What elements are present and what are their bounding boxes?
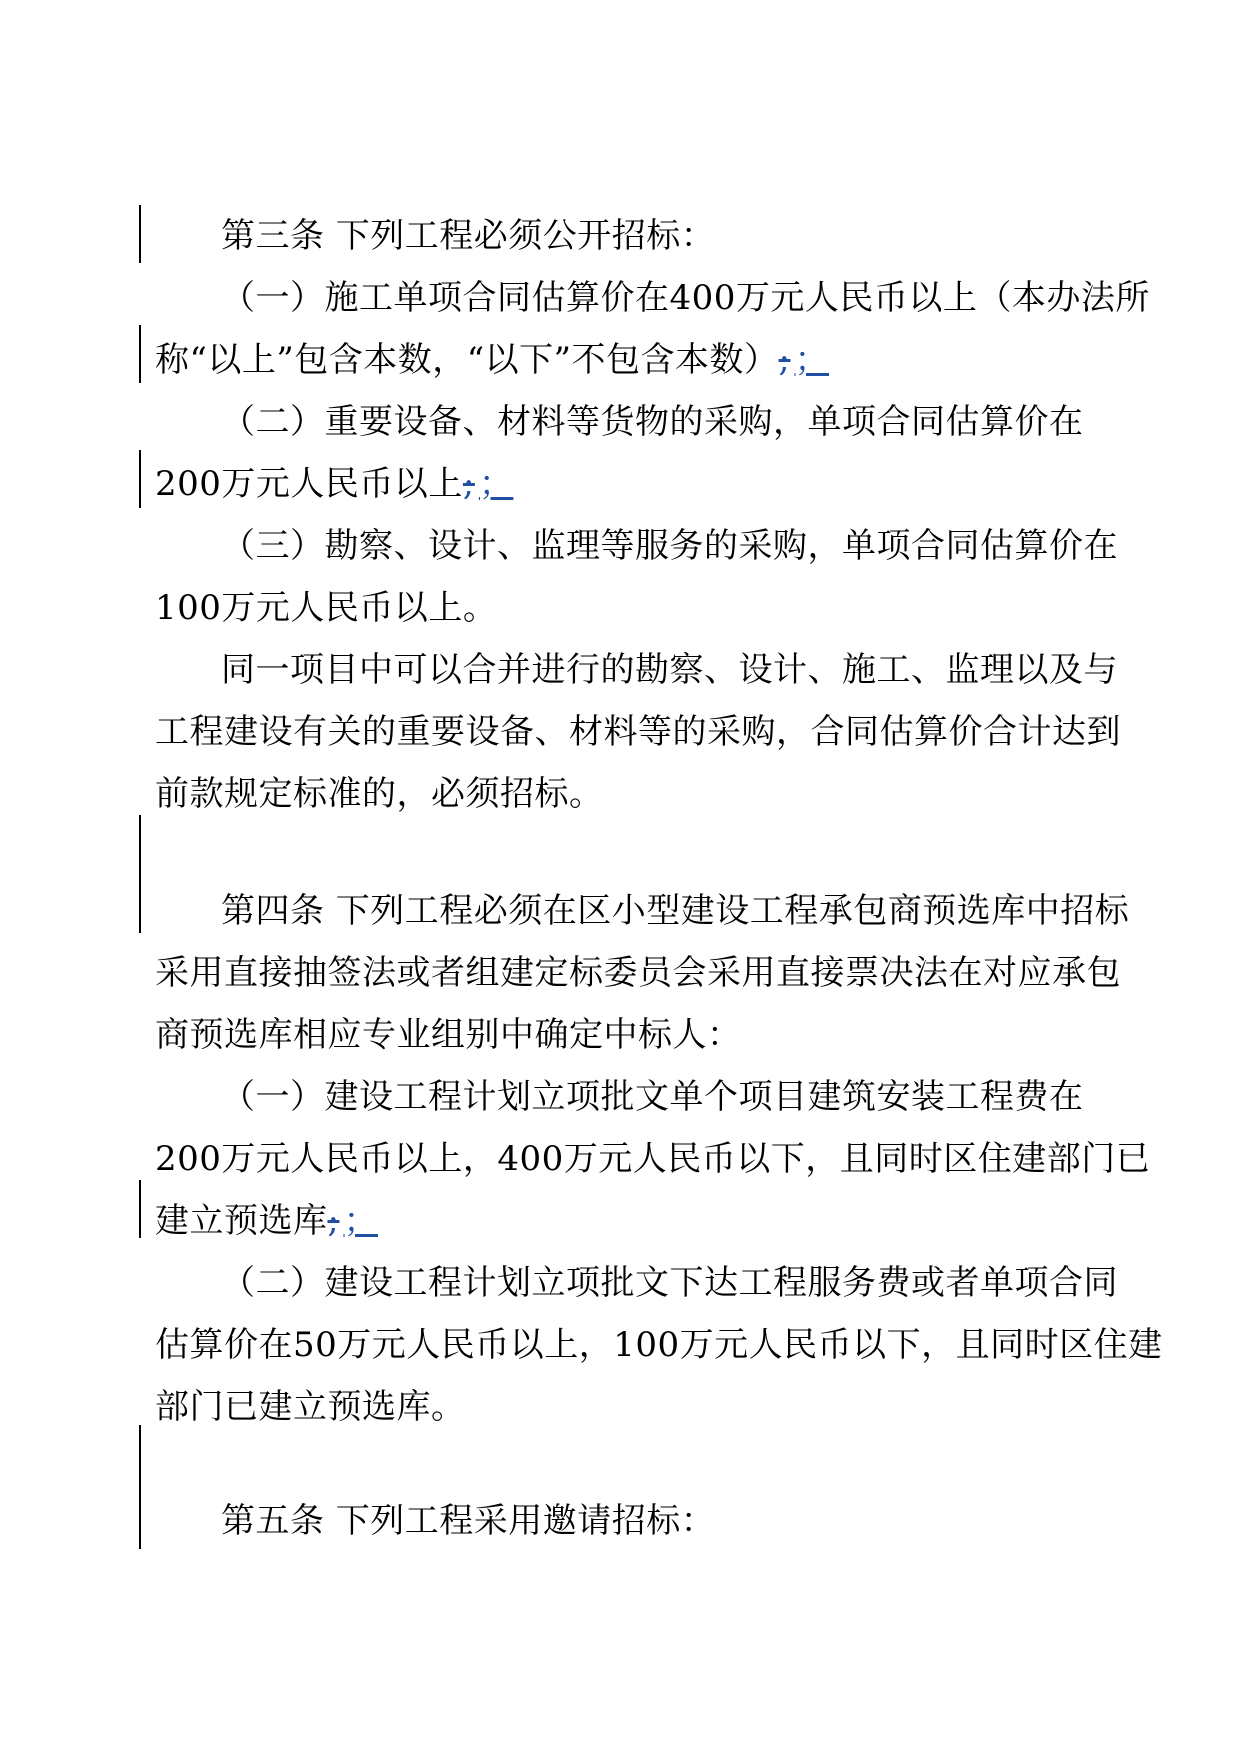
inserted-semicolon: ； xyxy=(794,340,829,380)
article4-heading-line1: 第四条 下列工程必须在区小型建设工程承包商预选库中招标 xyxy=(221,891,1130,931)
article3-para-line1: 同一项目中可以合并进行的勘察、设计、施工、监理以及与 xyxy=(221,650,1118,690)
change-bar xyxy=(139,815,141,933)
article3-para-line2: 工程建设有关的重要设备、材料等的采购，合同估算价合计达到 xyxy=(155,712,1121,752)
deleted-semicolon: ; xyxy=(327,1201,340,1241)
change-bar xyxy=(139,205,141,263)
change-bar xyxy=(139,1180,141,1238)
article4-item1-line2: 200万元人民币以上，400万元人民币以下，且同时区住建部门已 xyxy=(155,1139,1151,1179)
article3-heading: 第三条 下列工程必须公开招标： xyxy=(221,216,716,256)
deleted-semicolon: ; xyxy=(462,464,475,504)
article5-heading: 第五条 下列工程采用邀请招标： xyxy=(221,1501,716,1541)
change-bar xyxy=(139,1425,141,1549)
inserted-semicolon: ； xyxy=(478,464,514,504)
article3-item2-line1: （二）重要设备、材料等货物的采购，单项合同估算价在 xyxy=(221,402,1084,442)
article4-item1-text: 建立预选库 xyxy=(155,1201,328,1241)
article4-heading-line3: 商预选库相应专业组别中确定中标人： xyxy=(155,1015,742,1055)
article4-item2-line3: 部门已建立预选库。 xyxy=(155,1387,466,1427)
article4-item1-line3 xyxy=(155,1190,1115,1252)
article3-item3-line2: 100万元人民币以上。 xyxy=(155,588,498,628)
article4-item1-line1: （一）建设工程计划立项批文单个项目建筑安装工程费在 xyxy=(221,1077,1084,1117)
article3-item2-line2 xyxy=(155,453,1115,515)
article3-item2-text: 200万元人民币以上 xyxy=(155,464,463,504)
change-bar xyxy=(139,325,141,383)
article3-item3-line1: （三）勘察、设计、监理等服务的采购，单项合同估算价在 xyxy=(221,526,1118,566)
article3-item1-line2 xyxy=(155,329,1115,391)
article3-item1-line1: （一）施工单项合同估算价在400万元人民币以上（本办法所 xyxy=(221,278,1150,318)
inserted-semicolon: ； xyxy=(343,1201,378,1241)
article3-item1-text: 称“以上”包含本数，“以下”不包含本数） xyxy=(155,340,779,380)
article4-item2-line1: （二）建设工程计划立项批文下达工程服务费或者单项合同 xyxy=(221,1263,1118,1303)
deleted-semicolon: ; xyxy=(778,340,791,380)
change-bar xyxy=(139,450,141,508)
article3-para-line3: 前款规定标准的，必须招标。 xyxy=(155,774,604,814)
article4-item2-line2: 估算价在50万元人民币以上，100万元人民币以下，且同时区住建 xyxy=(155,1325,1163,1365)
article4-heading-line2: 采用直接抽签法或者组建定标委员会采用直接票决法在对应承包 xyxy=(155,953,1121,993)
